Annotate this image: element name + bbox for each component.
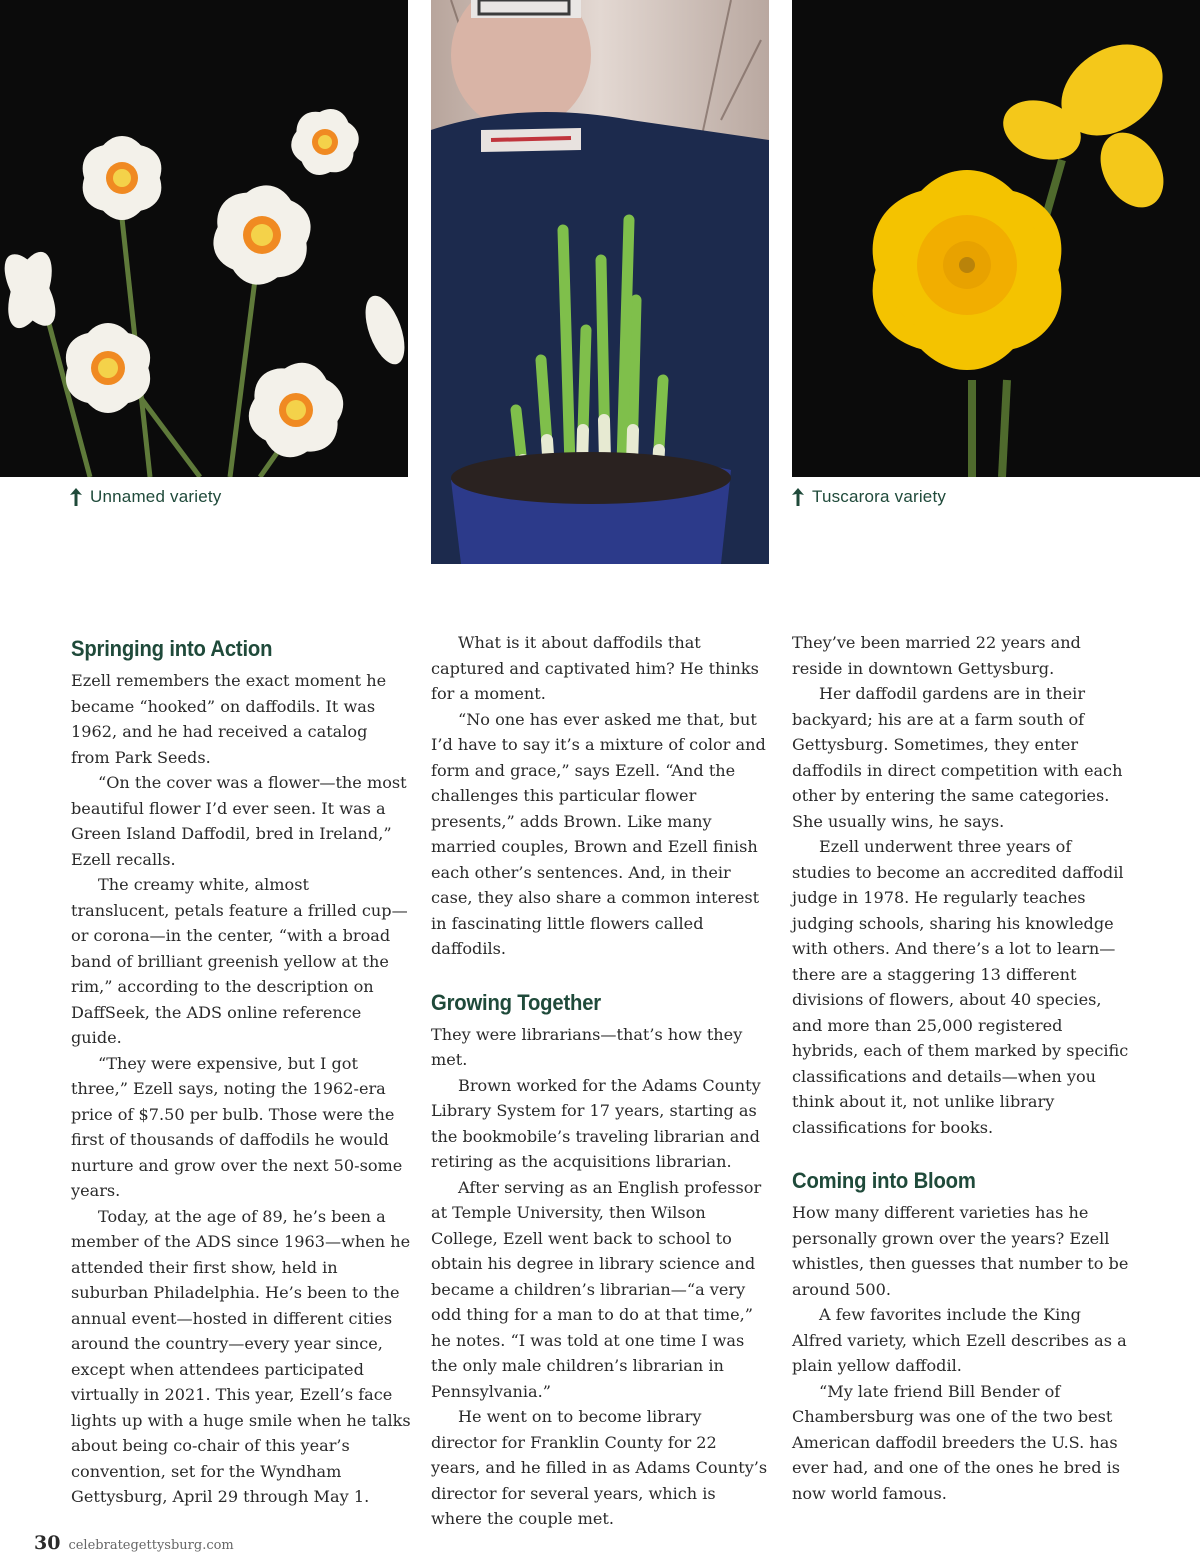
caption-text-right: Tuscarora variety xyxy=(812,487,947,506)
paragraph: They were librarians—that’s how they met. xyxy=(431,1024,743,1069)
section-heading: Springing into Action xyxy=(71,636,273,661)
paragraph: Her daffodil gardens are in their backyard; his are at a farm south of Gettysburg. Sometimes, they enter daffodils in direct competition with each other by entering the same categories. She usually wins, he says. xyxy=(792,684,1123,831)
paragraph: Today, at the age of 89, he’s been a member of the ADS since 1963—when he attended their first show, held in suburban Philadelphia. He’s been to the annual event—hosted in different cities around the country—every year since, except when attendees participated virtually in 2021. This year, Ezell’s face lights up with a huge smile when he talks about being co-chair of this year’s convention, set for the Wyndham Gettysburg, April 29 through May 1. xyxy=(71,1206,411,1506)
paragraph: “My late friend Bill Bender of Chambersburg was one of the two best American daffodil breeders the U.S. has ever had, and one of the ones he bred is now world famous. xyxy=(792,1381,1121,1503)
paragraph: He went on to become library director for Franklin County for 22 years, and he filled in as Adams County’s director for several years, which is where the couple met. xyxy=(431,1407,768,1528)
paragraph: How many different varieties has he personally grown over the years? Ezell whistles, then guesses that number to be around 500. xyxy=(792,1203,1129,1299)
paragraph: “On the cover was a flower—the most beautiful flower I’d ever seen. It was a Green Island Daffodil, bred in Ireland,” Ezell recalls. xyxy=(71,773,407,869)
caption-text-left: Unnamed variety xyxy=(90,487,222,506)
article-column-3 xyxy=(792,630,1132,1506)
paragraph: Brown worked for the Adams County Library System for 17 years, starting as the bookmobile’s traveling librarian and retiring as the acquisitions librarian. xyxy=(431,1075,761,1171)
photo-white-daffodils xyxy=(0,0,408,477)
page-footer xyxy=(34,1532,234,1560)
paragraph: What is it about daffodils that captured and captivated him? He thinks for a moment. xyxy=(431,633,759,703)
page-number: 30 xyxy=(34,1532,61,1554)
man-with-potted-sprouts-illustration xyxy=(431,0,769,564)
paragraph: “They were expensive, but I got three,” Ezell says, noting the 1962-era price of $7.50 per bulb. Those were the first of thousands of daffodils he would nurture and grow over the next 50-some years. xyxy=(71,1053,403,1200)
photo-caption-right xyxy=(792,484,946,510)
paragraph: “No one has ever asked me that, but I’d have to say it’s a mixture of color and form and grace,” says Ezell. “And the challenges this particular flower presents,” adds Brown. Like many married couples, Brown and Ezell finish each other’s sentences. And, in their case, they also share a common interest in fascinating little flowers called daffodils. xyxy=(431,709,766,958)
paragraph: Ezell underwent three years of studies to become an accredited daffodil judge in 1978. He regularly teaches judging schools, sharing his knowledge with others. And there’s a lot to learn—there are a staggering 13 different divisions of flowers, about 40 species, and more than 25,000 registered hybrids, each of them marked by specific classifications and details—when you think about it, not unlike library classifications for books. xyxy=(792,837,1129,1137)
paragraph: Ezell remembers the exact moment he became “hooked” on daffodils. It was 1962, and he had received a catalog from Park Seeds. xyxy=(71,671,387,767)
site-url: celebrategettysburg.com xyxy=(68,1538,234,1553)
white-daffodils-illustration xyxy=(0,0,408,477)
paragraph: After serving as an English professor at Temple University, then Wilson College, Ezell went back to school to obtain his degree in library science and became a children’s librarian—“a very odd thing for a man to do at that time,” he notes. “I was told at one time I was the only male children’s librarian in Pennsylvania.” xyxy=(431,1177,762,1401)
arrow-up-icon xyxy=(792,488,804,506)
section-heading: Growing Together xyxy=(431,989,601,1015)
article-column-2 xyxy=(431,630,771,1532)
paragraph: The creamy white, almost translucent, petals feature a frilled cup—or corona—in the center, “with a broad band of brilliant greenish yellow at the rim,” according to the description on DaffSeek, the ADS online reference guide. xyxy=(71,875,408,1047)
paragraph: They’ve been married 22 years and reside in downtown Gettysburg. xyxy=(792,633,1081,678)
arrow-up-icon xyxy=(70,488,82,506)
photo-yellow-daffodils xyxy=(792,0,1200,477)
photo-caption-left xyxy=(70,484,222,510)
yellow-daffodils-illustration xyxy=(792,0,1200,477)
article-column-1 xyxy=(71,630,411,1510)
photo-man-holding-sprouts xyxy=(431,0,769,564)
paragraph: A few favorites include the King Alfred variety, which Ezell describes as a plain yellow daffodil. xyxy=(792,1305,1127,1375)
section-heading: Coming into Bloom xyxy=(792,1168,976,1193)
